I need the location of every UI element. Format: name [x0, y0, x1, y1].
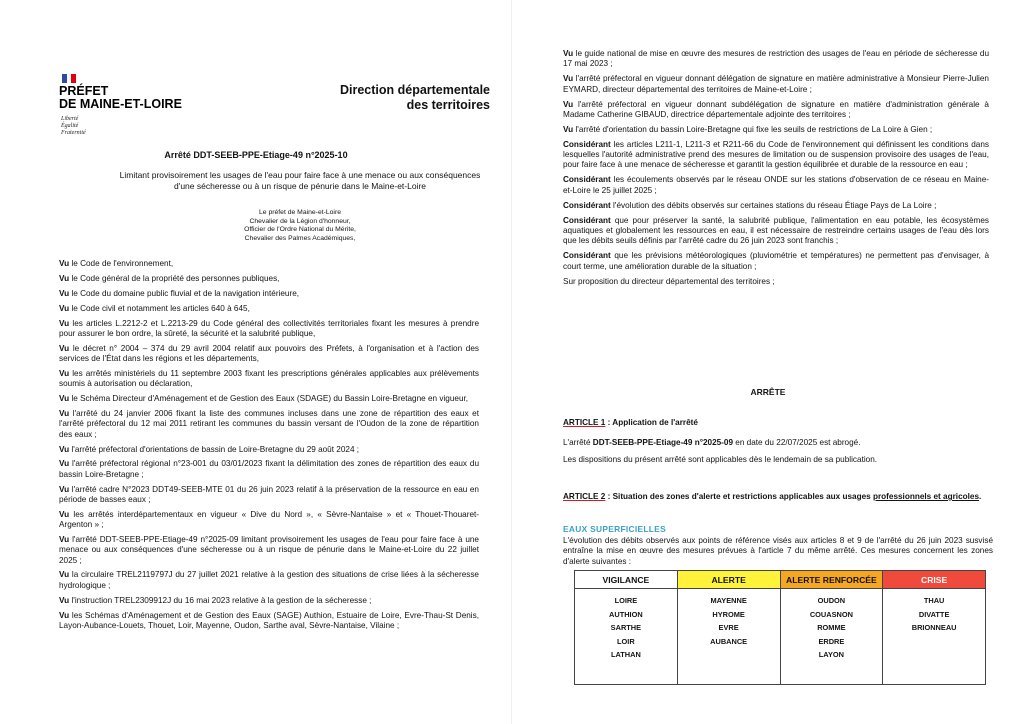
header-crise: CRISE: [883, 571, 986, 589]
visa-text: le Code du domaine public fluvial et de la navigation intérieure,: [69, 288, 300, 298]
zone-name: LOIR: [617, 636, 635, 646]
zone-name: MAYENNE: [710, 596, 747, 605]
arrete-heading: ARRÊTE: [750, 387, 786, 397]
visa-paragraph: [59, 535, 479, 566]
prefet-line2: DE MAINE-ET-LOIRE: [59, 97, 182, 111]
visa-keyword: Vu: [563, 124, 574, 134]
visa-paragraph: [563, 74, 989, 95]
visa-text: l'évolution des débits observés sur certaines stations du réseau Étiage Pays de La Loire ;: [610, 200, 937, 210]
visa-paragraph: [563, 140, 989, 171]
visa-keyword: Vu: [59, 409, 70, 419]
prefet-block: [59, 85, 182, 111]
article1-para1: [563, 438, 993, 449]
visa-keyword: Vu: [59, 509, 70, 519]
zone-name: LOIRE: [614, 596, 638, 605]
visa-paragraph: [563, 100, 989, 121]
visa-keyword: Vu: [563, 99, 574, 109]
prefet-line1: PRÉFET: [59, 84, 109, 98]
alerte-renforcee-zones-cell: [780, 589, 883, 685]
article1-para1-pre: L'arrêté: [563, 438, 593, 447]
visa-text: l'arrêté du 24 janvier 2006 fixant la liste des communes incluses dans une zone de répartition des eaux et l'arrêté préfectoral du 12 mai 2011 retirant les communes du bassin versant de l'Oudon de la zone de répartition des eaux ;: [59, 409, 479, 439]
visa-text: l'arrêté préfectoral en vigueur donnant subdélégation de signature en matière d'administration générale à Madame Catherine GIBAUD, directrice départementale adjointe des territoires ;: [563, 99, 989, 119]
visa-keyword: Vu: [59, 368, 70, 378]
article1-para2: Les dispositions du présent arrêté sont applicables dès le lendemain de sa publication.: [563, 454, 878, 464]
visa-paragraph: [59, 289, 479, 299]
decree-subtitle: Limitant provisoirement les usages de l'eau pour faire face à une menace ou aux conséquences d'une sécheresse ou à un risque de pénurie dans le Maine-et-Loire: [119, 170, 481, 191]
visa-keyword: Vu: [59, 394, 70, 404]
visa-paragraph: [59, 409, 479, 440]
visa-text: l'arrêté cadre N°2023 DDT49-SEEB-MTE 01 du 26 juin 2023 relatif à la préservation de la ressource en eau en période de basses eaux ;: [59, 484, 479, 504]
visa-keyword: Vu: [59, 534, 70, 544]
article1-heading: [563, 418, 698, 427]
marianne-flag-logo: [62, 74, 76, 83]
visa-keyword: Vu: [59, 484, 70, 494]
visa-keyword: Vu: [59, 610, 70, 620]
visa-text: le Code de l'environnement,: [69, 259, 174, 268]
visa-paragraph: [563, 251, 989, 272]
visa-text: le Code général de la propriété des personnes publiques,: [69, 273, 280, 283]
article2-heading: [563, 492, 993, 503]
visa-paragraph: [59, 611, 479, 632]
header-alerte: ALERTE: [677, 571, 780, 589]
visa-paragraph: [59, 459, 479, 480]
visa-text: l'arrêté préfectoral régional n°23-001 du 03/01/2023 fixant la délimitation des zones de répartition des eaux du bassin Loire-Bretagne ;: [59, 459, 479, 479]
visa-paragraph: [59, 304, 479, 314]
visa-text: les articles L.2212-2 et L.2213-29 du Code général des collectivités territoriales fixant les mesures à prendre pour assurer le bon ordre, la sûreté, la sécurité et la salubrité publique,: [59, 318, 479, 338]
alert-zones-table: [574, 570, 986, 685]
visa-text: les arrêtés interdépartementaux en vigueur « Dive du Nord », « Sèvre-Nantaise » et « Thouet-Thouaret-Argenton » ;: [59, 509, 479, 530]
header-alerte-renforcee: ALERTE RENFORCÉE: [780, 571, 883, 589]
visa-paragraph: [59, 596, 479, 606]
visa-text: l'arrêté DDT-SEEB-PPE-Etiage-49 n°2025-09 limitant provisoirement les usages de l'eau pour faire face à une menace ou aux conséquences d'une sécheresse ou à un risque de pénurie dans le Maine-et-Loire du 22 juillet 2025 ;: [59, 534, 479, 565]
visa-text: l'arrêté d'orientation du bassin Loire-Bretagne qui fixe les seuils de restrictions de La Loire à Gien ;: [573, 124, 933, 134]
visa-paragraph: [59, 570, 479, 591]
visa-paragraph: [59, 319, 479, 340]
visa-keyword: Considérant: [563, 200, 611, 210]
visa-text: Sur proposition du directeur départemental des territoires ;: [563, 276, 775, 286]
prefect-title-line: Chevalier de la Légion d'honneur,: [249, 217, 351, 225]
prefect-titles: [150, 209, 450, 243]
visa-paragraph: [563, 201, 989, 211]
visa-paragraph: [59, 369, 479, 390]
visa-paragraph: [563, 277, 989, 287]
zone-name: SARTHE: [610, 623, 642, 633]
article2-title: : Situation des zones d'alerte et restrictions applicables aux usages: [605, 492, 873, 501]
visa-text: les arrêtés ministériels du 11 septembre 2003 fixant les prescriptions générales applicables aux prélèvements soumis à autorisation ou déclaration,: [59, 368, 479, 389]
zone-name: THAU: [923, 596, 945, 605]
motto-liberte: Liberté: [61, 116, 79, 122]
visa-paragraph: [59, 274, 479, 284]
visa-text: que les prévisions météorologiques (pluviométrie et températures) ne permettent pas d'envisager, à court terme, une amélioration durable de la situation ;: [563, 251, 989, 271]
visa-keyword: Vu: [59, 288, 70, 298]
visa-keyword: Vu: [563, 49, 574, 58]
article2-title-end: .: [979, 492, 982, 501]
zone-name: LAYON: [818, 650, 844, 660]
direction-line1: Direction départementale: [339, 83, 490, 97]
zone-name: OUDON: [817, 596, 846, 605]
visa-text: l'arrêté préfectoral d'orientations de bassin de Loire-Bretagne du 29 août 2024 ;: [69, 444, 360, 454]
visa-paragraph: [563, 216, 989, 247]
visas-list-right: [563, 49, 989, 292]
zone-name: AUBANCE: [710, 636, 748, 646]
section-heading: EAUX SUPERFICIELLES: [563, 524, 666, 534]
prefect-title-line: Officier de l'Ordre National du Mérite,: [244, 226, 356, 233]
visa-keyword: Considérant: [563, 139, 611, 149]
visa-text: l'arrêté préfectoral en vigueur donnant délégation de signature en matière administrative à Monsieur Pierre-Julien EYMARD, directeur départemental des territoires de Maine-et-Loire ;: [563, 74, 989, 94]
motto-egalite: Égalité: [61, 123, 79, 129]
zone-name: COUASNON: [809, 609, 853, 619]
article1-para1-post: en date du 22/07/2025 est abrogé.: [733, 438, 861, 447]
republic-motto: [61, 116, 86, 137]
zone-name: LATHAN: [610, 650, 641, 660]
decree-title: Arrêté DDT-SEEB-PPE-Etiage-49 n°2025-10: [164, 150, 348, 160]
visa-keyword: Vu: [59, 343, 70, 353]
vigilance-zones-cell: [575, 589, 678, 685]
article1-body: [563, 438, 993, 471]
crise-zones-cell: [883, 589, 986, 685]
visa-text: le Schéma Directeur d'Aménagement et de Gestion des Eaux (SDAGE) du Bassin Loire-Bretagne en vigueur,: [69, 394, 469, 404]
article1-label: ARTICLE 1: [563, 418, 606, 427]
prefect-title-line: Chevalier des Palmes Académiques,: [244, 234, 356, 242]
motto-fraternite: Fraternité: [61, 130, 86, 136]
visa-paragraph: [563, 49, 989, 70]
visa-paragraph: [59, 445, 479, 455]
visa-keyword: Vu: [59, 459, 70, 469]
zone-name: ROMME: [817, 623, 846, 633]
visa-keyword: Vu: [59, 259, 70, 268]
zone-name: DIVATTE: [918, 609, 950, 619]
zone-name: ERDRE: [818, 636, 845, 646]
visa-text: le guide national de mise en œuvre des mesures de restriction des usages de l'eau en période de sécheresse du 17 mai 2023 ;: [563, 49, 989, 69]
table-row: [575, 589, 986, 685]
article1-title: : Application de l'arrêté: [605, 418, 698, 427]
visa-paragraph: [59, 259, 479, 269]
zone-name: HYROME: [712, 609, 745, 619]
visa-keyword: Vu: [59, 595, 70, 605]
visa-text: la circulaire TREL2119797J du 27 juillet 2021 relative à la gestion des situations de crise liées à la sécheresse hydrologique ;: [59, 570, 479, 590]
visa-text: les articles L211-1, L211-3 et R211-66 du Code de l'environnement qui définissent les conditions dans lesquelles l'autorité administrative prend des mesures de limitation ou de suspension provisoire des usages de l'eau, pour faire face à une menace de sécheresse et garantit la gestion équilibrée et durable de la ressource en eau ;: [563, 139, 989, 170]
visa-text: l'instruction TREL2309912J du 16 mai 2023 relative à la gestion de la sécheresse ;: [69, 595, 372, 605]
visa-paragraph: [563, 175, 989, 196]
visa-text: les Schémas d'Aménagement et de Gestion des Eaux (SAGE) Authion, Estuaire de Loire, Evre-Thau-St Denis, Layon-Aubance-Louets, Thouet, Loir, Mayenne, Oudon, Sarthe aval, Sèvre-Nantaise, Vilaine ;: [59, 610, 479, 630]
zone-name: AUTHION: [609, 609, 643, 619]
visa-text: les écoulements observés par le réseau ONDE sur les stations d'observation de ce réseau en Maine-et-Loire le 25 juillet 2025 ;: [563, 175, 989, 195]
visa-keyword: Vu: [59, 570, 70, 580]
visa-keyword: Vu: [59, 273, 70, 283]
article2-title-underlined: professionnels et agricoles: [872, 492, 980, 501]
visa-paragraph: [59, 394, 479, 404]
visa-keyword: Considérant: [563, 215, 611, 225]
visa-paragraph: [563, 125, 989, 135]
alerte-zones-cell: [677, 589, 780, 685]
zone-name: EVRE: [718, 623, 739, 633]
article2-paragraph: L'évolution des débits observés aux points de référence visés aux articles 8 et 9 de l'arrêté du 26 juin 2023 susvisé entraîne la mise en œuvre des mesures prévues à l'article 7 du même arrêté. Ces mesures concernent les zones d'alerte suivantes :: [563, 536, 993, 566]
visa-text: le décret n° 2004 – 374 du 29 avril 2004 relatif aux pouvoirs des Préfets, à l'organisation et à l'action des services de l'État dans les régions et les départements,: [59, 343, 479, 364]
direction-heading: [270, 83, 490, 113]
visa-paragraph: [59, 485, 479, 506]
visa-keyword: Vu: [59, 444, 70, 454]
visa-keyword: Vu: [563, 74, 574, 84]
visa-keyword: Vu: [59, 318, 70, 328]
visa-text: le Code civil et notamment les articles 640 à 645,: [69, 303, 250, 313]
header-vigilance: VIGILANCE: [575, 571, 678, 589]
visas-list-left: [59, 259, 479, 636]
prefect-title-line: Le préfet de Maine-et-Loire: [259, 209, 341, 216]
visa-paragraph: [59, 510, 479, 531]
zone-name: BRIONNEAU: [911, 623, 957, 633]
visa-keyword: Considérant: [563, 251, 611, 261]
visa-text: que pour préserver la santé, la salubrité publique, l'alimentation en eau potable, les écosystèmes aquatiques et globalement les ressources en eau, il est nécessaire de restreindre certains usages de l'eau dès lors que les débits seuils définis par l'arrêté cadre du 26 juin 2023 sont franchis ;: [563, 215, 989, 246]
visa-paragraph: [59, 344, 479, 365]
article1-reference: DDT-SEEB-PPE-Etiage-49 n°2025-09: [592, 438, 734, 447]
visa-keyword: Considérant: [563, 175, 611, 185]
table-header-row: [575, 571, 986, 589]
right-page: [512, 0, 1024, 724]
visa-keyword: Vu: [59, 303, 70, 313]
flag-red-band: [71, 74, 76, 83]
direction-line2: des territoires: [406, 98, 490, 112]
article2-label: ARTICLE 2: [563, 492, 606, 501]
